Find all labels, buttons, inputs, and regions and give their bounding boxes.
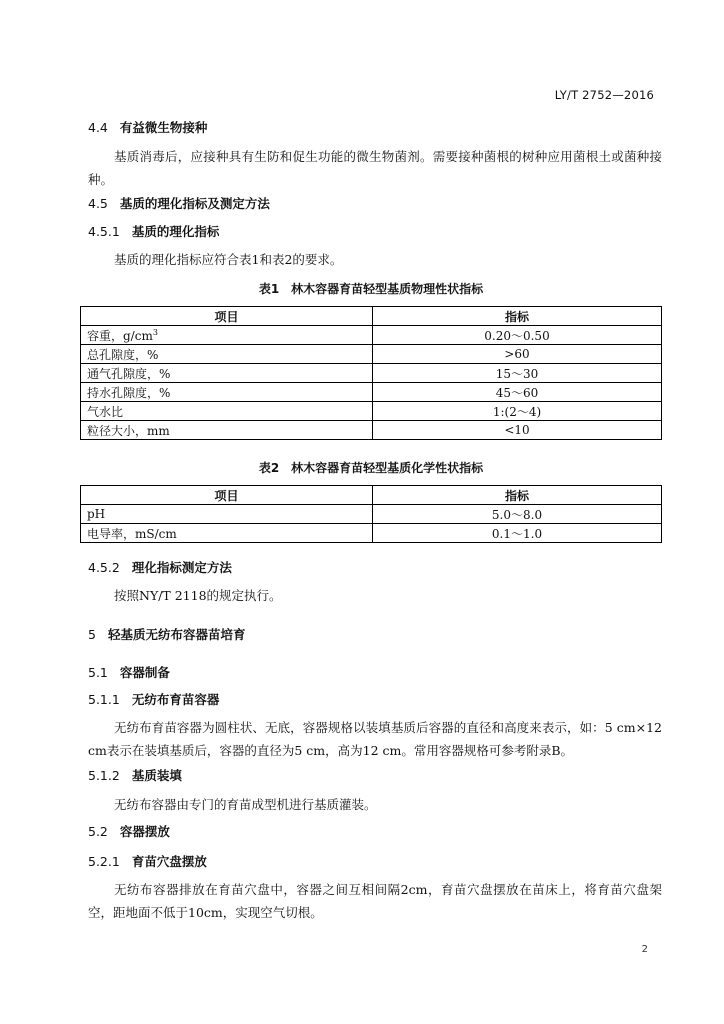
section-number: 5: [88, 627, 96, 642]
section-heading-5-1-2: [88, 766, 182, 784]
section-heading-5-1-1: [88, 690, 219, 708]
section-heading-4-5-2: [88, 558, 232, 576]
section-title: 容器摆放: [119, 824, 170, 839]
table-row: [81, 421, 662, 440]
section-number: 4.4: [88, 120, 108, 135]
section-number: 4.5.1: [88, 224, 120, 239]
table-header-row: [81, 307, 662, 326]
section-title: 育苗穴盘摆放: [131, 854, 207, 869]
superscript: 3: [152, 327, 158, 337]
section-title: 轻基质无纺布容器苗培育: [107, 627, 246, 642]
section-heading-4-5: [88, 194, 270, 212]
section-heading-5-2-1: [88, 852, 207, 870]
section-heading-5: [88, 625, 245, 643]
section-number: 4.5: [88, 196, 108, 211]
table-row: [81, 326, 662, 345]
column-header-item: 项目: [81, 486, 373, 505]
table-cell-item: 通气孔隙度，%: [81, 364, 373, 383]
table-cell-value: 15～30: [373, 364, 662, 383]
table-cell-item: 持水孔隙度，%: [81, 383, 373, 402]
section-title: 基质的理化指标及测定方法: [119, 196, 270, 211]
paragraph-4-5-1: 基质的理化指标应符合表1和表2的要求。: [114, 252, 343, 267]
table-row: [81, 402, 662, 421]
table-cell-item: [81, 326, 373, 345]
table2-chemical-properties: [80, 485, 662, 543]
section-heading-5-2: [88, 822, 170, 840]
table-cell-value: >60: [373, 345, 662, 364]
table-row: [81, 345, 662, 364]
column-header-index: 指标: [373, 307, 662, 326]
table-row: [81, 383, 662, 402]
table-cell-item: 粒径大小，mm: [81, 421, 373, 440]
table1-caption: 表1 林木容器育苗轻型基质物理性状指标: [258, 282, 484, 296]
table-row: [81, 364, 662, 383]
section-title: 理化指标测定方法: [131, 560, 232, 575]
cell-text: 容重，g/cm: [87, 328, 153, 343]
section-heading-4-5-1: [88, 222, 219, 240]
section-title: 无纺布育苗容器: [131, 692, 220, 707]
standard-code: LY/T 2752—2016: [554, 88, 654, 102]
table-cell-value: 0.20～0.50: [373, 326, 662, 345]
section-title: 基质的理化指标: [131, 224, 220, 239]
page-number: 2: [641, 944, 648, 955]
table-header-row: [81, 486, 662, 505]
table-cell-item: 气水比: [81, 402, 373, 421]
section-number: 5.1.2: [88, 768, 120, 783]
table-cell-item: 总孔隙度，%: [81, 345, 373, 364]
table-cell-item: pH: [81, 505, 373, 524]
table-cell-value: 0.1～1.0: [373, 524, 662, 543]
table-cell-value: 1:(2～4): [373, 402, 662, 421]
section-title: 有益微生物接种: [119, 120, 208, 135]
paragraph-5-2-1: 无纺布容器排放在育苗穴盘中，容器之间互相间隔2cm，育苗穴盘摆放在苗床上，将育苗穴盘架空，距地面不低于10cm，实现空气切根。: [88, 882, 662, 920]
paragraph-4-4: 基质消毒后，应接种具有生防和促生功能的微生物菌剂。需要接种菌根的树种应用菌根土或菌种接种。: [88, 149, 662, 187]
section-number: 5.2.1: [88, 854, 120, 869]
section-heading-4-4: [88, 118, 207, 136]
table-cell-value: 5.0～8.0: [373, 505, 662, 524]
table-cell-item: 电导率，mS/cm: [81, 524, 373, 543]
table1-physical-properties: [80, 306, 662, 440]
column-header-item: 项目: [81, 307, 373, 326]
section-title: 基质装填: [131, 768, 182, 783]
table-row: [81, 524, 662, 543]
section-number: 5.1: [88, 665, 108, 680]
section-heading-5-1: [88, 663, 170, 681]
table-cell-value: <10: [373, 421, 662, 440]
paragraph-5-1-1: 无纺布育苗容器为圆柱状、无底，容器规格以装填基质后容器的直径和高度来表示，如：5 cm×12 cm表示在装填基质后，容器的直径为5 cm，高为12 cm。常用容器规格可参考附录B。: [88, 720, 662, 758]
column-header-index: 指标: [373, 486, 662, 505]
paragraph-5-1-2: 无纺布容器由专门的育苗成型机进行基质灌装。: [114, 797, 377, 812]
paragraph-4-5-2: 按照NY/T 2118的规定执行。: [114, 588, 282, 603]
section-title: 容器制备: [119, 665, 170, 680]
section-number: 5.1.1: [88, 692, 120, 707]
section-number: 4.5.2: [88, 560, 120, 575]
table-cell-value: 45～60: [373, 383, 662, 402]
table2-caption: 表2 林木容器育苗轻型基质化学性状指标: [258, 461, 484, 475]
table-row: [81, 505, 662, 524]
section-number: 5.2: [88, 824, 108, 839]
